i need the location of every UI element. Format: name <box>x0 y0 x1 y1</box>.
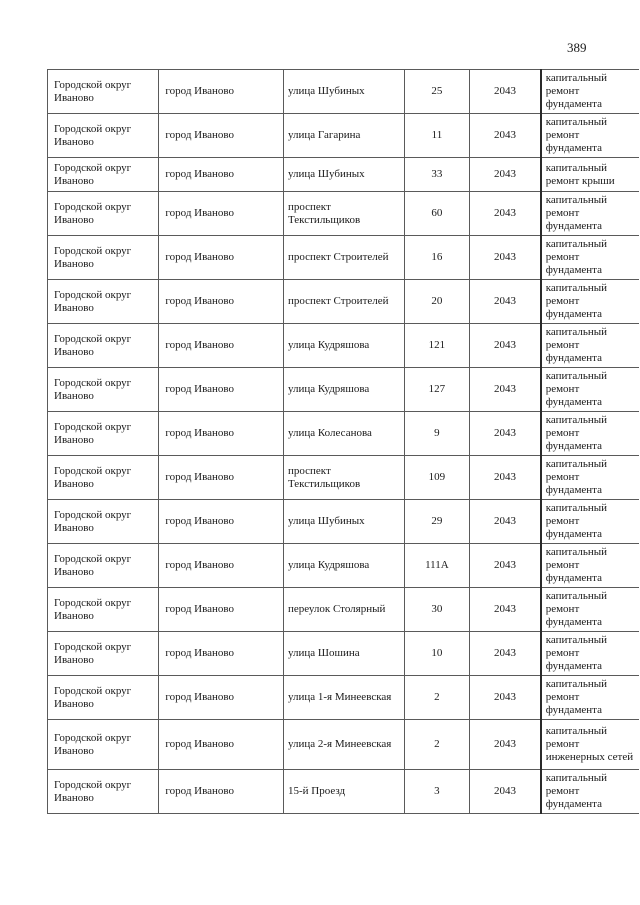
district-cell: Городской округ Иваново <box>48 70 159 114</box>
district-cell: Городской округ Иваново <box>48 588 159 632</box>
city-cell: город Иваново <box>159 544 284 588</box>
house-number-cell: 60 <box>404 192 470 236</box>
year-cell: 2043 <box>470 236 541 280</box>
house-number-cell: 29 <box>404 500 470 544</box>
house-number-cell: 10 <box>404 632 470 676</box>
house-number-cell: 9 <box>404 412 470 456</box>
house-number-cell: 16 <box>404 236 470 280</box>
year-cell: 2043 <box>470 456 541 500</box>
house-number-cell: 33 <box>404 158 470 192</box>
year-cell: 2043 <box>470 324 541 368</box>
table-row <box>48 70 640 114</box>
street-cell: переулок Столярный <box>283 588 404 632</box>
year-cell: 2043 <box>470 544 541 588</box>
year-cell: 2043 <box>470 192 541 236</box>
year-cell: 2043 <box>470 368 541 412</box>
work-type-cell: капитальный ремонт фундамента <box>541 412 639 456</box>
street-cell: улица Шошина <box>283 632 404 676</box>
table-row <box>48 280 640 324</box>
city-cell: город Иваново <box>159 588 284 632</box>
year-cell: 2043 <box>470 500 541 544</box>
street-cell: улица Шубиных <box>283 158 404 192</box>
district-cell: Городской округ Иваново <box>48 412 159 456</box>
street-cell: проспект Строителей <box>283 280 404 324</box>
city-cell: город Иваново <box>159 500 284 544</box>
district-cell: Городской округ Иваново <box>48 280 159 324</box>
table-row <box>48 368 640 412</box>
city-cell: город Иваново <box>159 632 284 676</box>
table-row <box>48 632 640 676</box>
house-number-cell: 109 <box>404 456 470 500</box>
table-row <box>48 676 640 720</box>
street-cell: улица Гагарина <box>283 114 404 158</box>
district-cell: Городской округ Иваново <box>48 676 159 720</box>
city-cell: город Иваново <box>159 412 284 456</box>
city-cell: город Иваново <box>159 158 284 192</box>
table-row <box>48 720 640 770</box>
city-cell: город Иваново <box>159 192 284 236</box>
street-cell: проспект Строителей <box>283 236 404 280</box>
table-row <box>48 158 640 192</box>
house-number-cell: 3 <box>404 770 470 814</box>
table-row <box>48 500 640 544</box>
work-type-cell: капитальный ремонт фундамента <box>541 456 639 500</box>
year-cell: 2043 <box>470 720 541 770</box>
district-cell: Городской округ Иваново <box>48 324 159 368</box>
year-cell: 2043 <box>470 770 541 814</box>
street-cell: улица Кудряшова <box>283 368 404 412</box>
city-cell: город Иваново <box>159 70 284 114</box>
page-number: 389 <box>567 40 587 55</box>
street-cell: 15-й Проезд <box>283 770 404 814</box>
street-cell: улица Шубиных <box>283 70 404 114</box>
house-number-cell: 20 <box>404 280 470 324</box>
district-cell: Городской округ Иваново <box>48 544 159 588</box>
city-cell: город Иваново <box>159 676 284 720</box>
work-type-cell: капитальный ремонт фундамента <box>541 676 639 720</box>
city-cell: город Иваново <box>159 368 284 412</box>
work-type-cell: капитальный ремонт фундамента <box>541 500 639 544</box>
table-row <box>48 236 640 280</box>
work-type-cell: капитальный ремонт фундамента <box>541 368 639 412</box>
street-cell: улица Кудряшова <box>283 544 404 588</box>
house-number-cell: 11 <box>404 114 470 158</box>
year-cell: 2043 <box>470 114 541 158</box>
district-cell: Городской округ Иваново <box>48 456 159 500</box>
work-type-cell: капитальный ремонт фундамента <box>541 70 639 114</box>
table-row <box>48 770 640 814</box>
district-cell: Городской округ Иваново <box>48 500 159 544</box>
street-cell: улица 2-я Минеевская <box>283 720 404 770</box>
work-type-cell: капитальный ремонт фундамента <box>541 192 639 236</box>
work-type-cell: капитальный ремонт фундамента <box>541 544 639 588</box>
year-cell: 2043 <box>470 280 541 324</box>
district-cell: Городской округ Иваново <box>48 158 159 192</box>
house-number-cell: 2 <box>404 720 470 770</box>
district-cell: Городской округ Иваново <box>48 368 159 412</box>
city-cell: город Иваново <box>159 236 284 280</box>
work-type-cell: капитальный ремонт фундамента <box>541 770 639 814</box>
street-cell: улица Колесанова <box>283 412 404 456</box>
house-number-cell: 30 <box>404 588 470 632</box>
work-type-cell: капитальный ремонт инженерных сетей <box>541 720 639 770</box>
street-cell: проспект Текстильщиков <box>283 192 404 236</box>
street-cell: улица Шубиных <box>283 500 404 544</box>
city-cell: город Иваново <box>159 720 284 770</box>
table-row <box>48 324 640 368</box>
work-type-cell: капитальный ремонт крыши <box>541 158 639 192</box>
street-cell: улица Кудряшова <box>283 324 404 368</box>
year-cell: 2043 <box>470 632 541 676</box>
work-type-cell: капитальный ремонт фундамента <box>541 588 639 632</box>
city-cell: город Иваново <box>159 114 284 158</box>
table-row <box>48 192 640 236</box>
year-cell: 2043 <box>470 70 541 114</box>
work-type-cell: капитальный ремонт фундамента <box>541 114 639 158</box>
work-type-cell: капитальный ремонт фундамента <box>541 280 639 324</box>
year-cell: 2043 <box>470 588 541 632</box>
street-cell: улица 1-я Минеевская <box>283 676 404 720</box>
table-row <box>48 412 640 456</box>
house-number-cell: 121 <box>404 324 470 368</box>
district-cell: Городской округ Иваново <box>48 192 159 236</box>
table-row <box>48 544 640 588</box>
repair-schedule-table <box>47 69 639 814</box>
house-number-cell: 111А <box>404 544 470 588</box>
district-cell: Городской округ Иваново <box>48 720 159 770</box>
year-cell: 2043 <box>470 158 541 192</box>
year-cell: 2043 <box>470 676 541 720</box>
house-number-cell: 127 <box>404 368 470 412</box>
district-cell: Городской округ Иваново <box>48 114 159 158</box>
work-type-cell: капитальный ремонт фундамента <box>541 236 639 280</box>
city-cell: город Иваново <box>159 280 284 324</box>
city-cell: город Иваново <box>159 770 284 814</box>
house-number-cell: 25 <box>404 70 470 114</box>
city-cell: город Иваново <box>159 324 284 368</box>
year-cell: 2043 <box>470 412 541 456</box>
city-cell: город Иваново <box>159 456 284 500</box>
district-cell: Городской округ Иваново <box>48 236 159 280</box>
work-type-cell: капитальный ремонт фундамента <box>541 324 639 368</box>
work-type-cell: капитальный ремонт фундамента <box>541 632 639 676</box>
table-row <box>48 456 640 500</box>
house-number-cell: 2 <box>404 676 470 720</box>
district-cell: Городской округ Иваново <box>48 632 159 676</box>
table-row <box>48 588 640 632</box>
street-cell: проспект Текстильщиков <box>283 456 404 500</box>
table-row <box>48 114 640 158</box>
district-cell: Городской округ Иваново <box>48 770 159 814</box>
